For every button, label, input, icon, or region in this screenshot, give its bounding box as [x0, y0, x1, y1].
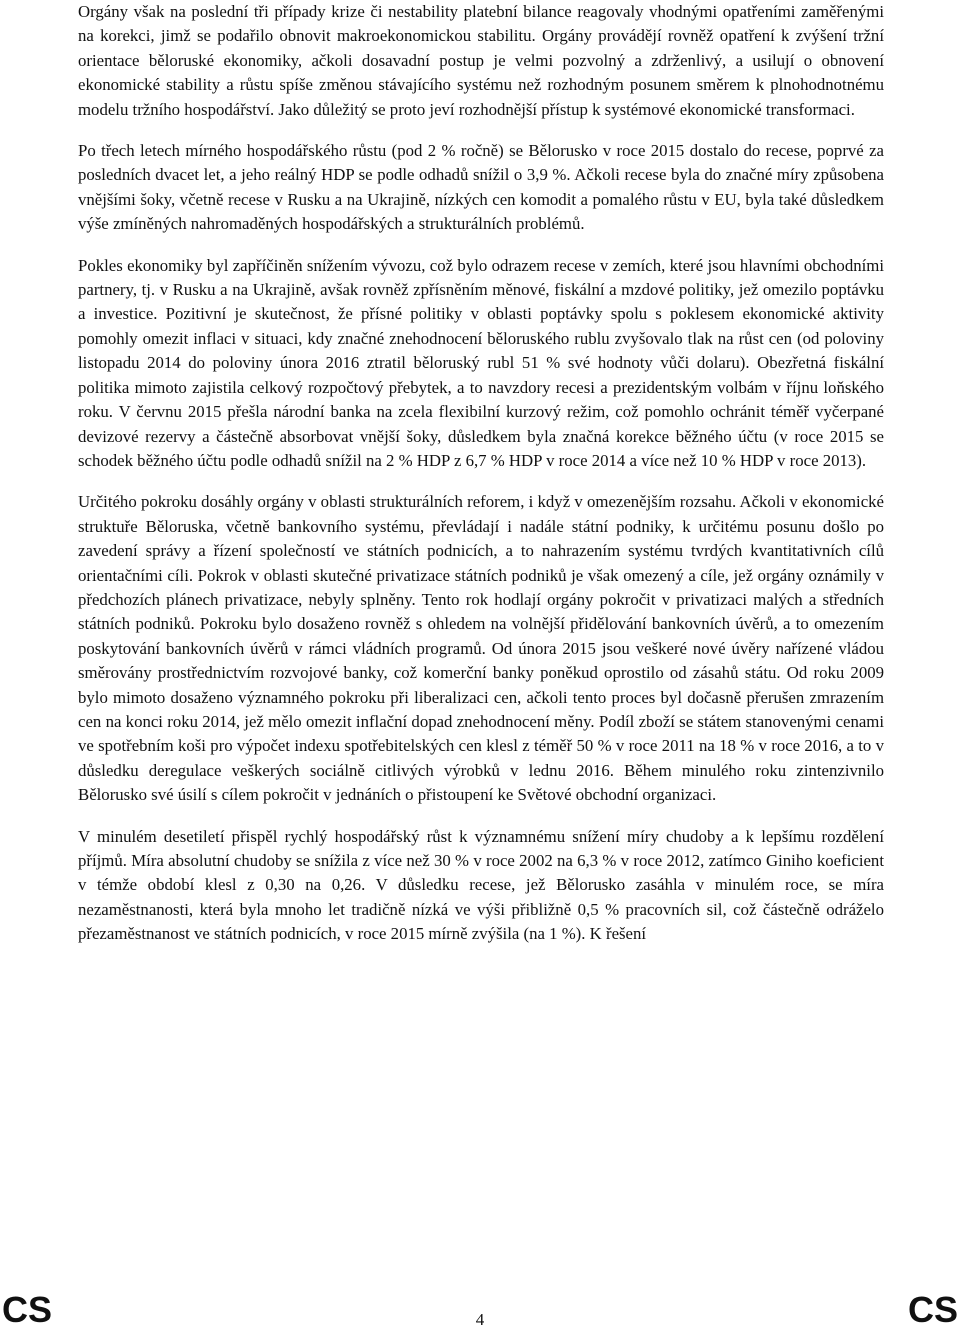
- language-code-right: CS: [907, 1289, 958, 1330]
- paragraph-2: Po třech letech mírného hospodářského růstu (pod 2 % ročně) se Bělorusko v roce 2015 dostalo do recese, poprvé za posledních dvacet let, a jeho reálný HDP se podle odhadů snížil o 3,9 %. Ačkoli recese byla do značné míry způsobena vnějšími šoky, včetně recese v Rusku a na Ukrajině, nízkých cen komodit a pomalého růstu v EU, byla také důsledkem výše zmíněných nahromaděných hospodářských a strukturálních problémů.: [78, 141, 884, 234]
- paragraph-gap: [78, 808, 884, 825]
- paragraph-4: Určitého pokroku dosáhly orgány v oblasti strukturálních reforem, i když v omezenějším rozsahu. Ačkoli v ekonomické struktuře Běloruska, včetně bankovního systému, převládají i nadále státní podniky, k určitému posunu došlo po zavedení správy a řízení společností ve státních podnicích, a to nahrazením systému tvrdých kvantitativních cílů orientačními cíli. Pokrok v oblasti skutečné privatizace státních podniků je však omezený a cíle, jež orgány oznámily v předchozích plánech privatizace, nebyly splněny. Tento rok hodlají orgány pokročit v privatizaci malých a středních státních podniků. Pokroku bylo dosaženo rovněž s ohledem na volnější přidělování bankovních úvěrů, a to omezením poskytování bankovních úvěrů v rámci vládních programů. Od února 2015 jsou veškeré nové úvěry nařízené vládou směrovány prostřednictvím rozvojové banky, což komerční banky poněkud oprostilo od zásahů státu. Od roku 2009 bylo mimoto dosaženo významného pokroku při liberalizaci cen, ačkoli tento proces byl dočasně přerušen zmrazením cen na konci roku 2014, jež mělo omezit inflační dopad znehodnocení měny. Podíl zboží se státem stanovenými cenami ve spotřebním koši pro výpočet indexu spotřebitelských cen klesl z téměř 50 % v roce 2011 na 18 % v roce 2016, a to v důsledku deregulace veškerých sociálně citlivých výrobků v lednu 2016. Během minulého roku zintenzivnilo Bělorusko své úsilí s cílem pokročit v jednáních o přistoupení ke Světové obchodní organizaci.: [78, 492, 884, 805]
- paragraph-1: Orgány však na poslední tři případy krize či nestability platební bilance reagovaly vhodnými opatřeními zaměřenými na korekci, jimž se podařilo obnovit makroekonomickou stabilitu. Orgány provádějí rovněž opatření k zvýšení tržní orientace běloruské ekonomiky, ačkoli dosavadní postup je velmi pozvolný a zdrženlivý, a usilují o obnovení ekonomické stability a růstu spíše změnou stávajícího systému než rozhodným posunem směrem k plnohodnotnému modelu tržního hospodářství. Jako důležitý se proto jeví rozhodnější přístup k systémové ekonomické transformaci.: [78, 2, 884, 119]
- document-body: [78, 0, 884, 947]
- paragraph-gap: [78, 237, 884, 254]
- paragraph-gap: [78, 473, 884, 490]
- language-code-left: CS: [2, 1289, 53, 1330]
- paragraph-3: Pokles ekonomiky byl zapříčiněn snížením vývozu, což bylo odrazem recese v zemích, které jsou hlavními obchodními partnery, tj. v Rusku a na Ukrajině, avšak rovněž zpřísněním měnové, fiskální a mzdové politiky, jež omezilo poptávku a investice. Pozitivní je skutečnost, že přísné politiky v oblasti poptávky spolu s poklesem ekonomické aktivity pomohly omezit inflaci v situaci, kdy značné znehodnocení běloruského rublu zvyšovalo tlak na růst cen (od poloviny listopadu 2014 do poloviny února 2016 ztratil běloruský rubl 51 % své hodnoty vůči dolaru). Obezřetná fiskální politika mimoto zajistila celkový rozpočtový přebytek, a to navzdory recesi a prezidentským volbám v říjnu loňského roku. V červnu 2015 přešla národní banka na zcela flexibilní kurzový režim, což pomohlo ochránit téměř vyčerpané devizové rezervy a částečně absorbovat vnější šoky, důsledkem byla značná korekce běžného účtu (v roce 2015 se schodek běžného účtu podle odhadů snížil na 2 % HDP z 6,7 % HDP v roce 2014 a více než 10 % HDP v roce 2013).: [78, 255, 884, 470]
- paragraph-gap: [78, 122, 884, 139]
- paragraph-5: V minulém desetiletí přispěl rychlý hospodářský růst k významnému snížení míry chudoby a k lepšímu rozdělení příjmů. Míra absolutní chudoby se snížila z více než 30 % v roce 2002 na 6,3 % v roce 2012, zatímco Giniho koeficient v témže období klesl z 0,30 na 0,26. V důsledku recese, jež Bělorusko zasáhla v minulém roce, se míra nezaměstnanosti, která byla mnoho let tradičně nízká ve výši přibližně 0,5 % pracovních sil, což částečně odráželo přezaměstnanost ve státních podnicích, v roce 2015 mírně zvýšila (na 1 %). K řešení: [78, 826, 884, 944]
- page-number: 4: [475, 1310, 485, 1329]
